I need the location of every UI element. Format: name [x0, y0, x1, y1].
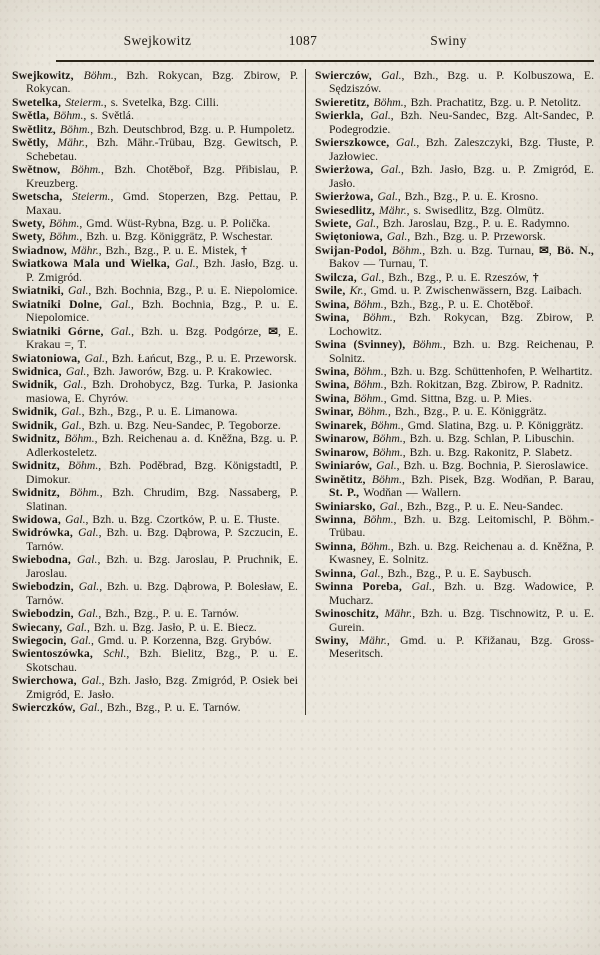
entry-headword: Swiadnow, [12, 243, 72, 257]
left-column [12, 69, 305, 715]
entry-text: , Bzh., Bzg., P. u. E. Neu-Sandec. [400, 499, 564, 513]
entry-region: Gal. [70, 634, 91, 648]
gazetteer-entry [315, 634, 594, 661]
gazetteer-entry [12, 553, 298, 580]
entry-headword: Swierchowa, [12, 674, 82, 688]
entry-region: Böhm. [70, 163, 101, 177]
entry-text: , Bzh. u. Bzg. Czortków, P. u. E. Tłuste. [85, 512, 280, 526]
gazetteer-entry [315, 446, 594, 459]
entry-region: Gal. [175, 257, 196, 271]
gazetteer-entry [12, 109, 298, 122]
entry-headword: Swiniarów, [315, 459, 377, 473]
entry-text: , Bzh., Bzg. u. P. Przeworsk. [407, 230, 546, 244]
entry-region: Gal. [377, 190, 398, 204]
entry-text: , Gmd. u. P. Zwischenwässern, Bzg. Laibach. [363, 284, 582, 298]
entry-headword: Swidnik, [12, 418, 62, 432]
entry-headword: Swidnica, [12, 364, 66, 378]
entry-headword: Swina, [315, 311, 363, 325]
gazetteer-entry [12, 459, 298, 486]
entry-region: Mähr. [71, 243, 99, 257]
entry-text: St. P., [329, 486, 364, 500]
entry-text: , Bzh. Jaworów, Bzg. u. P. Krakowiec. [86, 364, 273, 378]
entry-region: Böhm. [49, 230, 80, 244]
entry-region: Böhm. [363, 512, 394, 526]
entry-text: , Bzh. u. Bzg. Neu-Sandec, P. Tegoborze. [81, 418, 281, 432]
entry-region: Böhm. [412, 338, 443, 352]
entry-region: Böhm. [353, 297, 384, 311]
entry-text: Bö. N., [556, 243, 595, 257]
columns [12, 69, 594, 715]
entry-text: , Bzh. Pisek, Bzg. Wodňan, P. Barau, [402, 472, 594, 486]
entry-headword: Swinarek, [315, 418, 371, 432]
page-header [12, 33, 594, 57]
entry-headword: Swinna, [315, 512, 364, 526]
gazetteer-entry [12, 378, 298, 405]
gazetteer-entry [12, 244, 298, 257]
gazetteer-entry [315, 392, 594, 405]
entry-headword: Swierżowa, [315, 163, 381, 177]
entry-region: Gal. [411, 580, 432, 594]
gazetteer-entry [12, 580, 298, 607]
entry-headword: Swinětitz, [315, 472, 372, 486]
gazetteer-entry [12, 298, 298, 325]
entry-text: , Bzh., Bzg., P. u. E. Tarnów. [98, 607, 239, 621]
entry-text: , Bzh. u. Bzg. Wadowice, P. Mucharz. [329, 580, 594, 607]
entry-region: Böhm. [353, 378, 384, 392]
gazetteer-entry [12, 634, 298, 647]
entry-headword: Swiesedlitz, [315, 203, 380, 217]
entry-headword: Swina, [315, 391, 354, 405]
entry-text: , Bzh., Bzg., P. u. E. Limanowa. [81, 405, 238, 419]
entry-headword: Swiebodzin, [12, 580, 79, 594]
entry-region: Böhm. [353, 364, 384, 378]
entry-region: Gal. [110, 324, 132, 338]
gazetteer-entry [315, 365, 594, 378]
entry-region: Mähr. [57, 136, 85, 150]
header-rule [56, 60, 594, 62]
entry-text: , s. Svetelka, Bzg. Cilli. [103, 95, 219, 109]
gazetteer-entry [12, 621, 298, 634]
entry-region: Gal. [84, 351, 105, 365]
entry-headword: Swidnitz, [12, 486, 70, 500]
gazetteer-entry [315, 419, 594, 432]
gazetteer-entry [12, 513, 298, 526]
entry-text: , Bzh. u. Bzg. Schlan, P. Libuschin. [402, 432, 575, 446]
entry-headword: Swijan-Podol, [315, 243, 393, 257]
gazetteer-entry [12, 701, 298, 714]
entry-headword: Swiatniki Górne, [12, 324, 111, 338]
entry-text: , Bzh. u. Bzg. Dąbrowa, P. Szczucin, E. Tarnów. [26, 526, 298, 553]
gazetteer-entry [12, 674, 298, 701]
entry-headword: Swieretitz, [315, 95, 374, 109]
gazetteer-entry [12, 486, 298, 513]
gazetteer-entry [12, 96, 298, 109]
entry-region: Böhm. [60, 122, 91, 136]
entry-text: , Bzh. u. Bzg. Bochnia, P. Sieroslawice. [396, 459, 589, 473]
entry-region: Böhm. [372, 432, 403, 446]
entry-text: , Bzh., Bzg., P. u. E. Königgrätz. [387, 405, 547, 419]
entry-headword: Swiniarsko, [315, 499, 380, 513]
gazetteer-entry [315, 311, 594, 338]
entry-headword: Swety, [12, 216, 50, 230]
entry-text: , Bzh. u. Bzg. Jaroslau, P. Pruchnik, E. Jaroslau. [26, 553, 299, 580]
entry-headword: Swile, [315, 284, 350, 298]
entry-headword: Swina, [315, 364, 354, 378]
entry-text: , Bzh. Łańcut, Bzg., P. u. E. Przeworsk. [104, 351, 297, 365]
entry-region: Böhm. [353, 391, 384, 405]
entry-text: , Bzh., Bzg. u. P. Kolbuszowa, E. Sędziszów. [329, 69, 594, 96]
entry-headword: Swierżowa, [315, 190, 378, 204]
gazetteer-entry [12, 136, 298, 163]
cross-icon: † [241, 243, 247, 257]
cross-icon: † [532, 270, 539, 284]
entry-text: , Bzh. Rokycan, Bzg. Zbirow, P. Lochowitz. [329, 311, 594, 338]
right-column [305, 69, 594, 715]
entry-text: , Bzh. Reichenau a. d. Kněžna, Bzg. u. P. Adlerkosteletz. [26, 432, 298, 459]
entry-text: Wodňan — Wallern. [363, 486, 462, 500]
entry-region: Gal. [395, 136, 417, 150]
entry-region: Gal. [78, 526, 99, 540]
entry-headword: Swierkla, [315, 109, 371, 123]
gazetteer-entry [315, 109, 594, 136]
gazetteer-entry [12, 432, 298, 459]
entry-text: , Bzh. u. Bzg. Schüttenhofen, P. Welhartitz. [383, 364, 593, 378]
gazetteer-entry [12, 352, 298, 365]
gazetteer-entry [315, 244, 594, 271]
entry-text: , Bzh., Bzg., P. u. E. Krosno. [397, 190, 539, 204]
entry-headword: Swierczków, [12, 701, 80, 715]
entry-headword: Swětnow, [12, 163, 71, 177]
entry-headword: Swientoszówka, [12, 647, 104, 661]
post-horn-icon: ✉ [268, 324, 279, 338]
entry-text: , Bzh. Neu-Sandec, Bzg. Alt-Sandec, P. Podegrodzie. [329, 109, 594, 136]
entry-region: Böhm. [392, 243, 423, 257]
entry-region: Böhm. [370, 418, 401, 432]
entry-region: Gal. [81, 674, 102, 688]
entry-region: Gal. [355, 216, 377, 230]
entry-headword: Swiatniki Dolne, [12, 297, 111, 311]
gazetteer-entry [12, 607, 298, 620]
entry-region: Schl. [103, 647, 127, 661]
entry-headword: Swilcza, [315, 270, 361, 284]
entry-text: , Bzh. Jasło, Bzg. u. P. Zmigród. [26, 257, 298, 284]
entry-headword: Swierszkowce, [315, 136, 396, 150]
entry-headword: Swinna, [315, 566, 361, 580]
entry-text: , s. Swisedlitz, Bzg. Olmütz. [406, 203, 545, 217]
entry-headword: Swiebodna, [12, 553, 77, 567]
entry-region: Böhm. [362, 311, 393, 325]
entry-headword: Swiatniki, [12, 284, 68, 298]
entry-headword: Swiecany, [12, 620, 67, 634]
entry-headword: Swina, [315, 378, 354, 392]
gazetteer-entry [315, 473, 594, 500]
entry-text: , Bzh. u. Bzg. Jasło, P. u. E. Biecz. [86, 620, 257, 634]
entry-headword: Swina (Svinney), [315, 338, 413, 352]
entry-headword: Swidnik, [12, 405, 62, 419]
entry-region: Böhm. [49, 216, 80, 230]
gazetteer-entry [315, 284, 594, 297]
entry-text: , Bzh. Jaroslau, Bzg., P. u. E. Radymno. [376, 216, 570, 230]
entry-text: , Bzh. Drohobycz, Bzg. Turka, P. Jasionka masiowa, E. Chyrów. [26, 378, 298, 405]
entry-region: Gal. [67, 284, 89, 298]
entry-headword: Swierczów, [315, 69, 382, 82]
gazetteer-entry [12, 69, 298, 96]
entry-headword: Swidnitz, [12, 459, 69, 473]
entry-region: Böhm. [372, 445, 403, 459]
entry-headword: Swiatkowa Mala und Wielka, [12, 257, 176, 271]
entry-headword: Swetelka, [12, 95, 66, 109]
entry-text: , Bzh. Bochnia, Bzg., P. u. E. Niepolomice. [88, 284, 298, 298]
entry-region: Steierm. [65, 95, 104, 109]
gazetteer-entry [315, 567, 594, 580]
header-keyword-right: Swiny [430, 33, 467, 48]
entry-region: Gal. [386, 230, 408, 244]
gazetteer-entry [315, 163, 594, 190]
entry-region: Böhm. [64, 432, 95, 446]
gazetteer-entry [12, 163, 298, 190]
entry-region: Böhm. [83, 69, 114, 82]
entry-headword: Swětly, [12, 136, 58, 150]
entry-region: Böhm. [69, 486, 100, 500]
gazetteer-entry [315, 190, 594, 203]
entry-headword: Swidnik, [12, 378, 63, 392]
entry-region: Gal. [379, 499, 401, 513]
entry-headword: Swinar, [315, 405, 358, 419]
entry-text: , Bzh. u. Bzg. Rakonitz, P. Slabetz. [402, 445, 573, 459]
entry-text: , Bzh. Chotěboř, Bzg. Přibislau, P. Kreuzberg. [26, 163, 298, 190]
gazetteer-entry [315, 271, 594, 284]
entry-headword: Swidnitz, [12, 432, 65, 446]
gazetteer-entry [315, 230, 594, 243]
entry-headword: Swiebodzin, [12, 607, 78, 621]
entry-text: , Gmd. u. P. Křižanau, Bzg. Gross-Meseritsch. [329, 634, 594, 661]
gazetteer-entry [315, 432, 594, 445]
entry-text: , Bzh. Mähr.-Trübau, Bzg. Gewitsch, P. Schebetau. [26, 136, 298, 163]
entry-headword: Swety, [12, 230, 50, 244]
post-horn-icon: ✉ [539, 243, 549, 257]
gazetteer-entry [315, 405, 594, 418]
entry-headword: Swinna Poreba, [315, 580, 412, 594]
entry-text: , Bzh. u. Bzg. Reichenau a. d. Kněžna, P. Kwasney, E. Solnitz. [329, 539, 594, 567]
entry-headword: Swiętoniowa, [315, 230, 387, 244]
entry-text: , Bzh. Jasło, Bzg. u. P. Zmigród, E. Jasło. [329, 163, 594, 190]
entry-region: Gal. [63, 378, 84, 392]
entry-headword: Swiatoniowa, [12, 351, 85, 365]
entry-text: , Bzh. Bochnia, Bzg., P. u. E. Niepolomice. [26, 297, 299, 325]
entry-region: Gal. [381, 69, 402, 82]
entry-text: , E. Krakau =, T. [26, 324, 298, 352]
page-number: 1087 [288, 33, 318, 48]
entry-text: , Gmd. u. P. Korzenna, Bzg. Grybów. [91, 634, 272, 648]
entry-text: , Bzh. Deutschbrod, Bzg. u. P. Humpoletz. [90, 122, 295, 136]
entry-text: , Bzh. u. Bzg. Tischnowitz, P. u. E. Gurein. [329, 607, 594, 634]
entry-headword: Swina, [315, 297, 354, 311]
entry-region: Mähr. [379, 203, 407, 217]
entry-text: , s. Světlá. [83, 109, 134, 123]
entry-headword: Swidowa, [12, 512, 66, 526]
entry-text: , Gmd. Wüst-Rybna, Bzg. u. P. Polička. [79, 216, 271, 230]
entry-region: Gal. [360, 270, 382, 284]
entry-text: , Gmd. Slatina, Bzg. u. P. Königgrätz. [400, 418, 584, 432]
entry-headword: Swiegocin, [12, 634, 71, 648]
gazetteer-entry [315, 500, 594, 513]
entry-region: Böhm. [373, 95, 404, 109]
gazetteer-entry [315, 136, 594, 163]
entry-region: Gal. [65, 364, 87, 378]
entry-headword: Swětla, [12, 109, 54, 123]
entry-region: Gal. [61, 418, 82, 432]
entry-headword: Swidrówka, [12, 526, 79, 540]
entry-region: Böhm. [371, 472, 403, 486]
entry-text: , [548, 243, 557, 257]
gazetteer-entry [12, 526, 298, 553]
entry-text: , Bzh. u. Bzg. Turnau, [422, 243, 540, 257]
entry-headword: Swinoschitz, [315, 607, 385, 621]
header-keyword-left: Swejkowitz [123, 33, 192, 48]
entry-text: , Bzh. Prachatitz, Bzg. u. P. Netolitz. [403, 95, 582, 109]
entry-text: , Bzh. Poděbrad, Bzg. Königstadtl, P. Dimokur. [26, 459, 298, 486]
gazetteer-entry [12, 365, 298, 378]
entry-region: Gal. [110, 297, 131, 311]
entry-text: , Bzh., Bzg., P. u. E. Chotěboř. [383, 297, 534, 311]
entry-text: , Bzh., Bzg., P. u. E. Tarnów. [100, 701, 241, 715]
entry-text: Bakov — Turnau, T. [329, 257, 429, 271]
entry-text: , Gmd. Stoperzen, Bzg. Pettau, P. Maxau. [26, 190, 298, 217]
entry-region: Gal. [376, 459, 397, 473]
entry-text: , Bzh. Zaleszczyki, Bzg. Tłuste, P. Jazłowiec. [329, 136, 594, 163]
gazetteer-entry [315, 540, 594, 567]
entry-text: , Bzh. Rokitzan, Bzg. Zbirow, P. Radnitz. [383, 378, 584, 392]
entry-region: Steierm. [71, 190, 111, 204]
entry-text: , Bzh. Jasło, Bzg. Zmigród, P. Osiek bei Zmigród, E. Jasło. [26, 674, 298, 701]
entry-text: , Bzh., Bzg., P. u. E. Mistek, [98, 243, 242, 257]
entry-text: , Bzh. u. Bzg. Königgrätz, P. Wschestar. [79, 230, 273, 244]
gazetteer-entry [12, 257, 298, 284]
gazetteer-entry [12, 190, 298, 217]
entry-text: , Bzh., Bzg., P. u. E. Rzeszów, [381, 270, 533, 284]
gazetteer-entry [315, 96, 594, 109]
entry-region: Gal. [78, 580, 100, 594]
entry-headword: Swetscha, [12, 190, 72, 204]
gazetteer-entry [12, 419, 298, 432]
gazetteer-entry [315, 298, 594, 311]
entry-region: Gal. [61, 405, 82, 419]
gazetteer-entry [315, 513, 594, 540]
gazetteer-entry [12, 123, 298, 136]
entry-text: , Bzh. Rokycan, Bzg. Zbirow, P. Rokycan. [26, 69, 298, 96]
entry-text: , Bzh. Chrudim, Bzg. Nassaberg, P. Slatinan. [26, 486, 298, 513]
entry-text: , Bzh. u. Bzg. Reichenau, P. Solnitz. [329, 338, 595, 365]
gazetteer-entry [12, 647, 298, 674]
entry-text: , Gmd. Sittna, Bzg. u. P. Mies. [383, 391, 532, 405]
entry-region: Gal. [65, 512, 86, 526]
entry-region: Mähr. [384, 607, 413, 621]
entry-region: Gal. [66, 620, 87, 634]
entry-text: , Bzh., Bzg., P. u. E. Saybusch. [380, 566, 532, 580]
entry-region: Gal. [76, 553, 98, 567]
entry-region: Böhm. [68, 459, 99, 473]
entry-text: , Bzh. Bielitz, Bzg., P. u. E. Skotschau. [26, 647, 298, 674]
entry-headword: Swiete, [315, 216, 356, 230]
gazetteer-entry [315, 580, 594, 607]
entry-region: Böhm. [357, 405, 388, 419]
entry-region: Gal. [79, 701, 101, 715]
entry-text: , Bzh. u. Bzg. Podgórze, [131, 324, 269, 338]
entry-region: Kr. [349, 284, 364, 298]
gazetteer-entry [315, 204, 594, 217]
entry-region: Mähr. [359, 634, 387, 648]
gazetteer-entry [12, 405, 298, 418]
gazetteer-entry [315, 338, 594, 365]
entry-region: Böhm. [53, 109, 84, 123]
entry-headword: Swiny, [315, 634, 360, 648]
gazetteer-entry [315, 217, 594, 230]
entry-text: , Bzh. u. Bzg. Dąbrowa, P. Bolesław, E. Tarnów. [26, 580, 298, 607]
gazetteer-entry [315, 459, 594, 472]
entry-headword: Swinna, [315, 539, 361, 553]
entry-headword: Swejkowitz, [12, 69, 84, 82]
entry-region: Gal. [370, 109, 391, 123]
gazetteer-entry [12, 284, 298, 297]
entry-region: Gal. [360, 566, 381, 580]
gazetteer-entry [12, 325, 298, 352]
entry-text: , Bzh. u. Bzg. Leitomischl, P. Böhm.-Trübau. [329, 512, 594, 540]
gazetteer-entry [315, 607, 594, 634]
entry-region: Böhm. [360, 539, 391, 553]
entry-headword: Swětlitz, [12, 122, 60, 136]
gazetteer-entry [315, 69, 594, 96]
entry-region: Gal. [380, 163, 401, 177]
entry-region: Gal. [77, 607, 99, 621]
entry-headword: Swinarow, [315, 445, 373, 459]
gazetteer-entry [12, 217, 298, 230]
gazetteer-entry [12, 230, 298, 243]
gazetteer-entry [315, 378, 594, 391]
entry-headword: Swinarow, [315, 432, 373, 446]
